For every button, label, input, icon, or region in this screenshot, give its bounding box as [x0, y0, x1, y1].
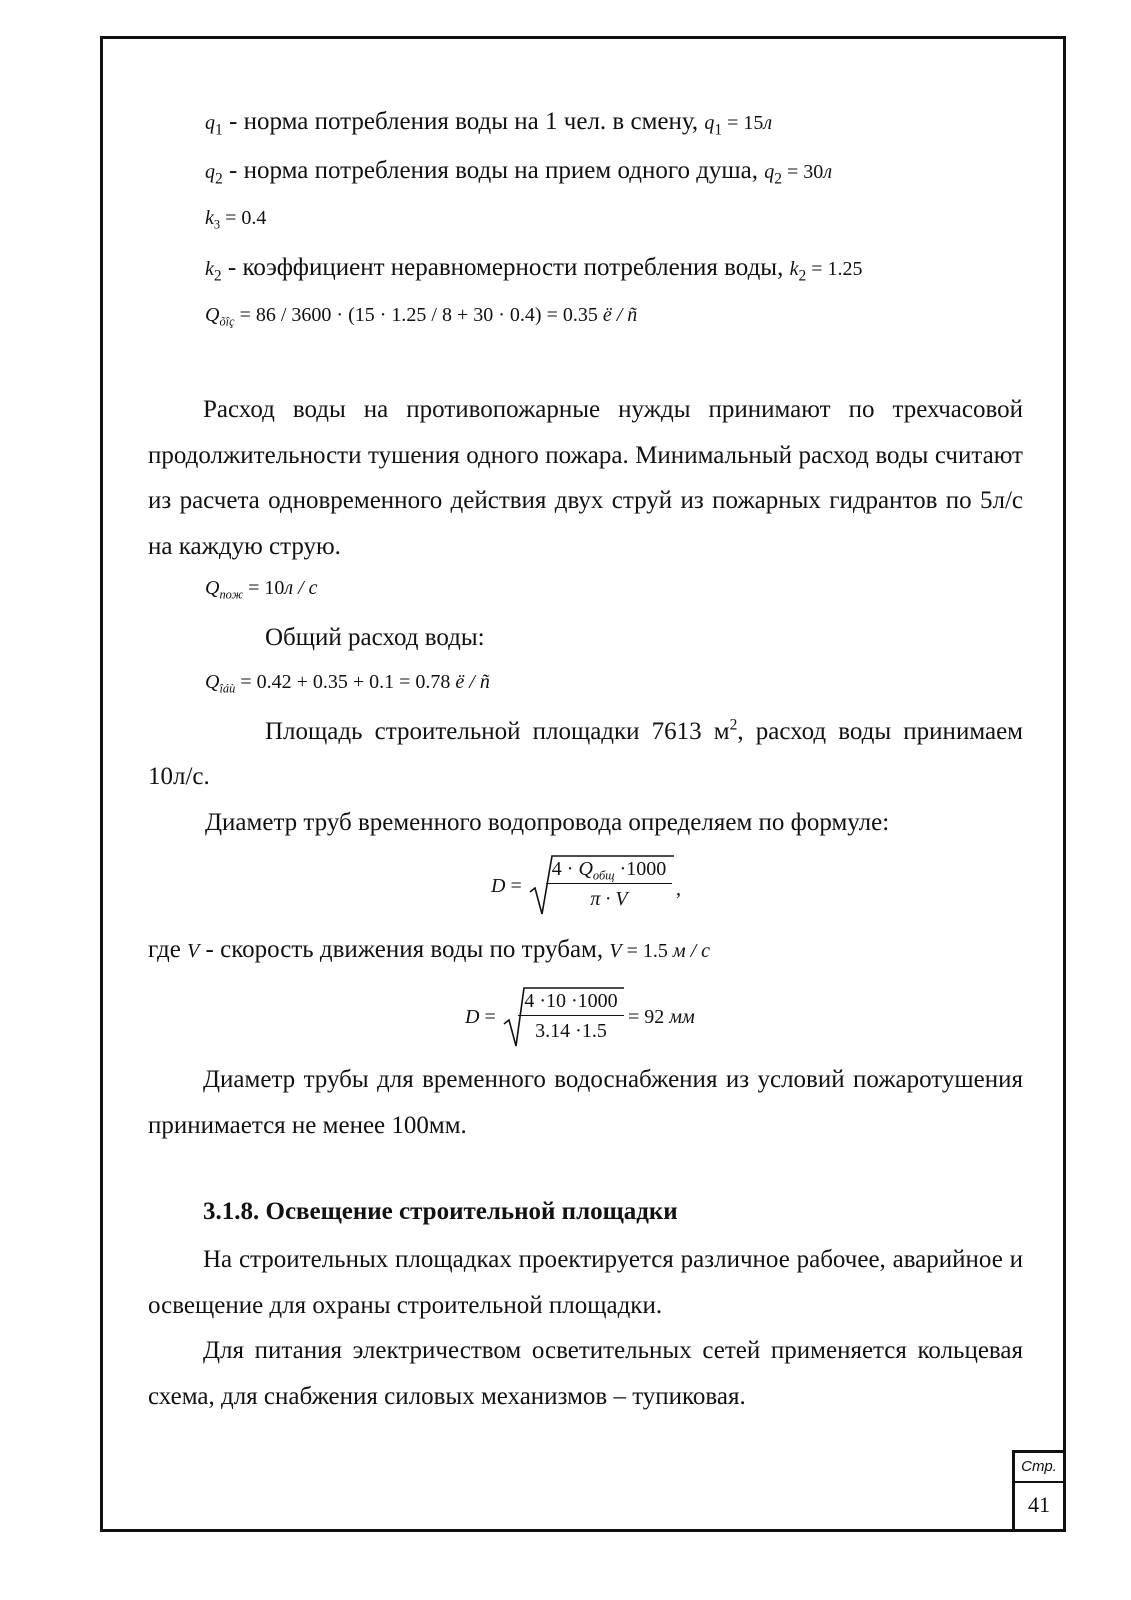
paragraph-diameter: Диаметр трубы для временного водоснабжения из условий пожаротушения принимается не менее 100мм. [148, 1066, 1023, 1139]
def-q2: $q_2$ - норма потребления воды на прием одного душа, $q_2 = 30л$ [205, 157, 833, 188]
diameter-intro: Диаметр труб временного водопровода определяем по формуле: [205, 809, 890, 836]
formula1-lhs: D = [491, 875, 522, 897]
def-k2: $k_2$ - коэффициент неравномерности потребления воды, $k_2 = 1.25$ [205, 254, 863, 285]
page-label: Стр. [1015, 1453, 1063, 1483]
total-label: Общий расход воды: [265, 624, 485, 651]
formula1-tail: , [676, 878, 681, 900]
area-line: Площадь строительной площадки 7613 $м^2$, расход воды принимаем [265, 716, 1023, 745]
formula-q-hoz: $Q_{õîç} = 86 / 3600 \cdot (15 \cdot 1.25 / 8 + 30 \cdot 0.4) = 0.35$ ë / ñ [205, 304, 638, 329]
formula2-denominator: 3.14 ·1.5 [535, 1020, 607, 1042]
paragraph-lighting-2: Для питания электричеством осветительных сетей применяется кольцевая схема, для снабжения силовых механизмов – тупиковая. [148, 1337, 1023, 1410]
formula2-lhs: D = [465, 1006, 496, 1028]
formula-q-pozh: $Q_{пож} = 10л / с$ [205, 577, 318, 602]
page-stamp [1012, 1450, 1066, 1532]
def-q1: $q_1$ - норма потребления воды на 1 чел. в смену, $q_1 = 15л$ [205, 108, 773, 139]
page-number: 41 [1028, 1492, 1050, 1517]
def-k3: $k_3 = 0.4$ [205, 207, 267, 232]
where-line: где V - скорость движения воды по трубам, V = 1.5 м / с [148, 936, 711, 963]
formula-q-obsh: $Q_{îáù} = 0.42 + 0.35 + 0.1 = 0.78$ ë / ñ [205, 671, 490, 696]
formula2-numerator: 4 ·10 ·1000 [518, 990, 624, 1016]
formula1-denominator: π · V [590, 888, 628, 910]
formula2-fraction [518, 990, 624, 1042]
section-title: 3.1.8. Освещение строительной площадки [203, 1198, 678, 1225]
paragraph-fire-water: Расход воды на противопожарные нужды принимают по трехчасовой продолжительности тушения одного пожара. Минимальный расход воды считают из расчета одновременного действия двух струй из пожарных гидрантов по 5л/с на каждую струю. [148, 396, 1023, 560]
paragraph-lighting-1: На строительных площадках проектируется различное рабочее, аварийное и освещение для охраны строительной площадки. [148, 1246, 1023, 1319]
formula1-numerator: $4 \cdot Q_{общ} \cdot 1000$ [546, 858, 672, 884]
area-line-2: 10л/с. [148, 763, 210, 790]
formula2-result: = 92 мм [628, 1006, 695, 1028]
formula1-fraction [546, 858, 672, 910]
